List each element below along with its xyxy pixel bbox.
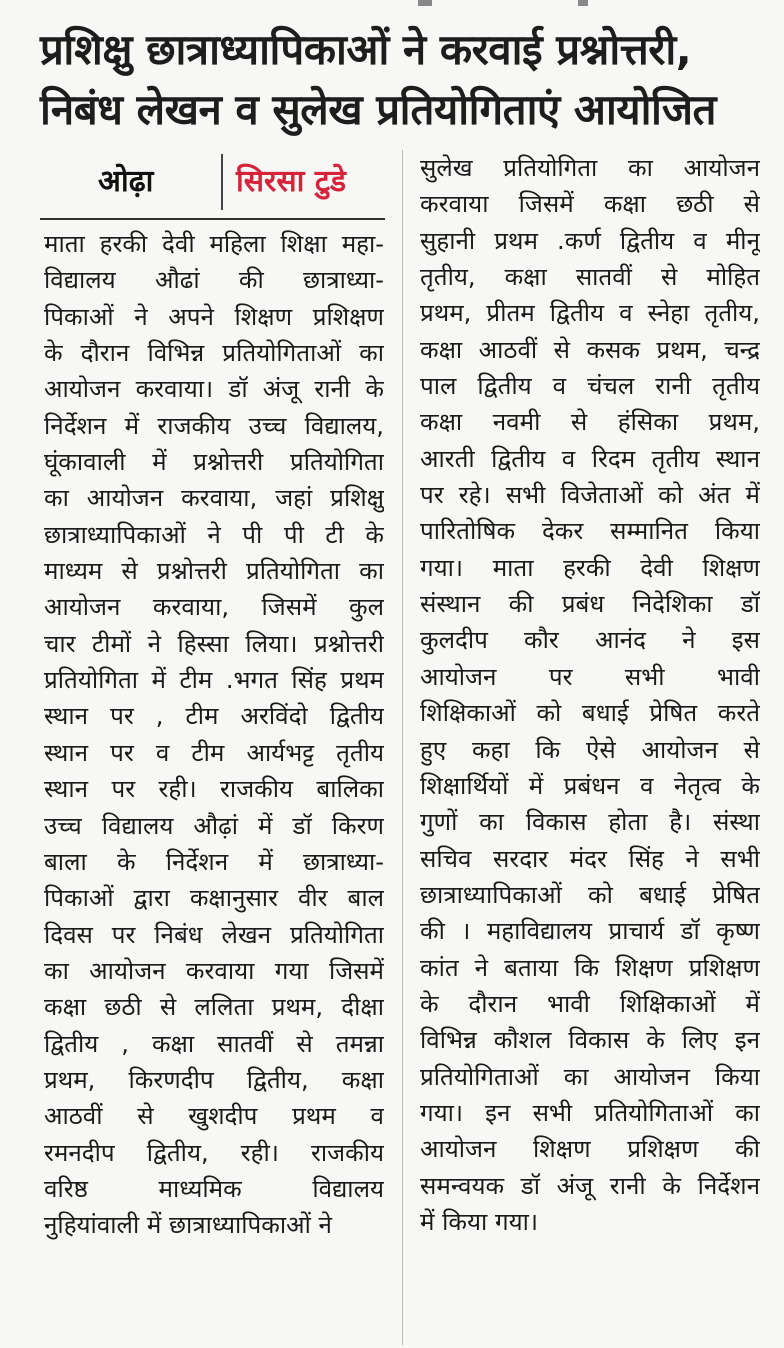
dateline-reporter: सिरसा टुडे: [236, 164, 346, 199]
article-text-line: दिवस पर निबंध लेखन प्रतियोगिता: [44, 920, 384, 949]
article-text-line: आयोजन शिक्षण प्रशिक्षण की: [420, 1135, 760, 1164]
article-text-line: स्थान पर , टीम अरविंदो द्वितीय: [44, 702, 384, 731]
article-text-line: स्थान पर व टीम आर्यभट्ट तृतीय: [44, 738, 384, 767]
article-column-left: [44, 226, 384, 1244]
article-text-line: शिक्षिकाओं को बधाई प्रेषित करते: [420, 699, 760, 728]
article-text-line: करवाया जिसमें कक्षा छठी से: [420, 190, 760, 219]
cropped-text-fragment: [578, 0, 588, 6]
article-text-line: पर रहे। सभी विजेताओं को अंत में: [420, 481, 760, 510]
article-text-line: स्थान पर रही। राजकीय बालिका: [44, 775, 384, 804]
article-text-line: प्रतियोगिताओं का आयोजन किया: [420, 1062, 760, 1091]
headline: [40, 20, 770, 140]
article-text-line: पाल द्वितीय व चंचल रानी तृतीय: [420, 372, 760, 401]
article-text-line: माता हरकी देवी महिला शिक्षा महा-: [44, 230, 384, 258]
headline-line-2: निबंध लेखन व सुलेख प्रतियोगिताएं आयोजित: [40, 85, 716, 134]
article-text-line: हुए कहा कि ऐसे आयोजन से: [420, 735, 760, 764]
dateline-separator: [221, 154, 223, 210]
article-text-line: बाला के निर्देशन में छात्राध्या-: [44, 847, 384, 876]
article-text-line: घूंकावाली में प्रश्नोत्तरी प्रतियोगिता: [44, 448, 384, 477]
article-text-line: प्रथम, किरणदीप द्वितीय, कक्षा: [44, 1065, 384, 1094]
article-text-line: गुणों का विकास होता है। संस्था: [420, 808, 760, 837]
dateline-place: ओढ़ा: [98, 164, 154, 199]
article-text-line: आयोजन पर सभी भावी: [420, 662, 760, 691]
article-text-line: माध्यम से प्रश्नोत्तरी प्रतियोगिता का: [44, 557, 384, 586]
article-text-line: की । महाविद्यालय प्राचार्य डॉ कृष्ण: [420, 917, 760, 946]
article-text-line: का आयोजन करवाया, जहां प्रशिक्षु: [44, 484, 384, 513]
article-text-line: समन्वयक डॉ अंजू रानी के निर्देशन: [420, 1171, 760, 1200]
article-text-line: वरिष्ठ माध्यमिक विद्यालय: [44, 1174, 384, 1203]
article-text-line: आयोजन करवाया, जिसमें कुल: [44, 593, 384, 622]
top-edge: [0, 0, 784, 14]
article-text-line: कक्षा आठवीं से कसक प्रथम, चन्द्र: [420, 335, 760, 364]
article-text-line: कक्षा नवमी से हंसिका प्रथम,: [420, 408, 760, 437]
article-text-line: गया। इन सभी प्रतियोगिताओं का: [420, 1098, 760, 1127]
article-text-line: छात्राध्यापिकाओं ने पी पी टी के: [44, 520, 384, 549]
article-text-line: सुहानी प्रथम .कर्ण द्वितीय व मीनू: [420, 226, 760, 255]
article-text-line: विद्यालय औढां की छात्राध्या-: [44, 266, 384, 295]
column-divider: [402, 150, 403, 1345]
cropped-text-fragment: [418, 0, 432, 6]
article-text-line: कांत ने बताया कि शिक्षण प्रशिक्षण: [420, 953, 760, 982]
article-text-line: शिक्षार्थियों में प्रबंधन व नेतृत्व के: [420, 771, 760, 800]
article-text-line: निर्देशन में राजकीय उच्च विद्यालय,: [44, 411, 384, 440]
article-text-line: का आयोजन करवाया गया जिसमें: [44, 956, 384, 985]
article-text-line: के दौरान विभिन्न प्रतियोगिताओं का: [44, 339, 384, 368]
article-text-line: चार टीमों ने हिस्सा लिया। प्रश्नोत्तरी: [44, 629, 384, 658]
article-text-line: सचिव सरदार मंदर सिंह ने सभी: [420, 844, 760, 873]
article-text-line: कक्षा छठी से ललिता प्रथम, दीक्षा: [44, 993, 384, 1022]
article-text-line: पारितोषिक देकर सम्मानित किया: [420, 517, 760, 546]
article-text-line: गया। माता हरकी देवी शिक्षण: [420, 553, 760, 582]
article-text-line: उच्च विद्यालय औढ़ां में डॉ किरण: [44, 811, 384, 840]
article-text-line: आरती द्वितीय व रिदम तृतीय स्थान: [420, 444, 760, 473]
article-text-line: सुलेख प्रतियोगिता का आयोजन: [420, 154, 760, 182]
article-text-line: छात्राध्यापिकाओं को बधाई प्रेषित: [420, 880, 760, 909]
article-text-line: में किया गया।: [420, 1207, 539, 1236]
article-text-line: पिकाओं द्वारा कक्षानुसार वीर बाल: [44, 884, 384, 913]
article-text-line: पिकाओं ने अपने शिक्षण प्रशिक्षण: [44, 302, 384, 331]
article-column-right: [420, 150, 760, 1240]
article-text-line: प्रथम, प्रीतम द्वितीय व स्नेहा तृतीय,: [420, 299, 760, 328]
article-text-line: प्रतियोगिता में टीम .भगत सिंह प्रथम: [44, 666, 384, 695]
article-text-line: रमनदीप द्वितीय, रही। राजकीय: [44, 1138, 384, 1167]
article-text-line: नुहियांवाली में छात्राध्यापिकाओं ने: [44, 1211, 332, 1240]
article-text-line: द्वितीय , कक्षा सातवीं से तमन्ना: [44, 1029, 384, 1058]
article-text-line: आयोजन करवाया। डॉ अंजू रानी के: [44, 375, 384, 404]
article-text-line: तृतीय, कक्षा सातवीं से मोहित: [420, 263, 760, 292]
article-text-line: कुलदीप कौर आनंद ने इस: [420, 626, 760, 655]
article-text-line: विभिन्न कौशल विकास के लिए इन: [420, 1026, 760, 1055]
article-text-line: आठवीं से खुशदीप प्रथम व: [44, 1102, 384, 1131]
article-text-line: के दौरान भावी शिक्षिकाओं में: [420, 989, 760, 1018]
dateline: [40, 150, 385, 220]
article-text-line: संस्थान की प्रबंध निदेशिका डॉ: [420, 590, 760, 619]
headline-line-1: प्रशिक्षु छात्राध्यापिकाओं ने करवाई प्रश्नोत्तरी,: [40, 25, 692, 74]
